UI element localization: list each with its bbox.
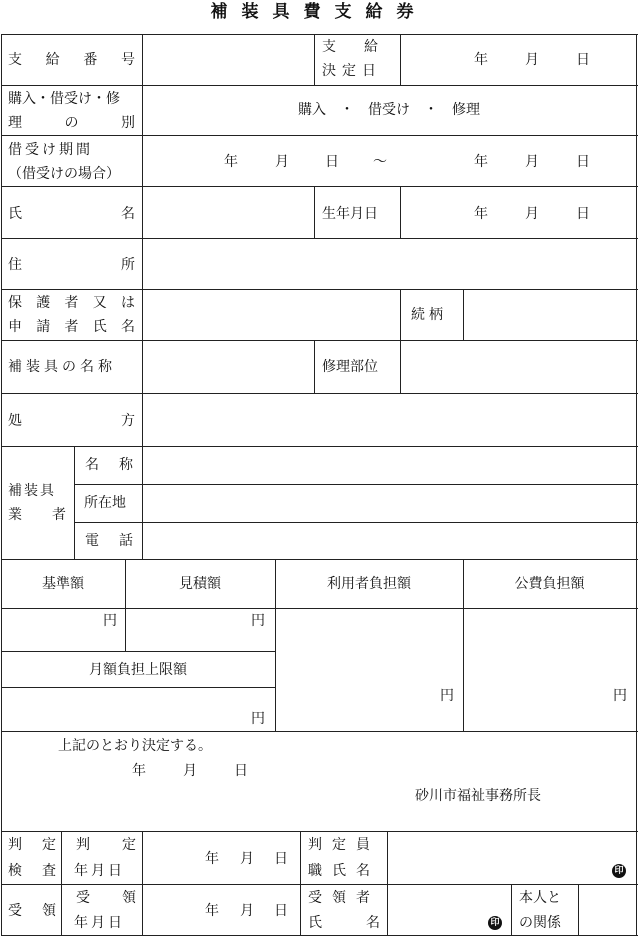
inspection-label-1: 判 定 [8, 837, 56, 853]
decision-month: 月 [183, 763, 197, 779]
vendor-phone-label: 電 話 [85, 533, 133, 549]
birth-date-year: 年 [474, 206, 488, 222]
rental-period-label-2: （借受けの場合） [8, 166, 120, 182]
public-burden-yen: 円 [613, 688, 627, 704]
guardian-label-1: 保 護 者 又 は [8, 295, 135, 311]
decision-date-day: 日 [576, 52, 590, 68]
monthly-cap-yen: 円 [251, 711, 265, 727]
inspection-label-2: 検 査 [8, 863, 56, 879]
estimate-amount-yen: 円 [251, 613, 265, 629]
relationship-label: 続柄 [411, 307, 447, 323]
page-title: 補装具費支給券 [210, 2, 428, 22]
standard-amount-yen: 円 [103, 613, 117, 629]
vendor-label-2: 業 者 [8, 507, 66, 523]
decision-date-label-1: 支 給 [322, 39, 378, 55]
guardian-label-2: 申 請 者 氏 名 [8, 319, 135, 335]
judge-seal-icon: 印 [612, 864, 626, 878]
decision-statement: 上記のとおり決定する。 [58, 738, 212, 754]
receipt-day: 日 [274, 903, 288, 919]
rental-end-month: 月 [525, 154, 539, 170]
receiver-label-1: 受領者 [308, 890, 380, 906]
rental-tilde: 〜 [373, 154, 387, 170]
rental-start-month: 月 [275, 154, 289, 170]
rental-period-label-1: 借受け期間 [8, 142, 93, 158]
monthly-cap-label: 月額負担上限額 [89, 662, 187, 678]
rental-start-year: 年 [224, 154, 238, 170]
receipt-date-label-2: 年月日 [74, 915, 125, 931]
relation-label-1: 本人と [519, 890, 561, 906]
purchase-type-options[interactable]: 購入 ・ 借受け ・ 修理 [298, 102, 480, 118]
receiver-seal-icon: 印 [488, 916, 502, 930]
estimate-amount-label: 見積額 [179, 576, 221, 592]
purchase-type-label-1: 購入・借受け・修 [8, 91, 120, 107]
repair-part-label: 修理部位 [322, 359, 378, 375]
receiver-label-2: 氏 名 [308, 915, 380, 931]
decision-date-month: 月 [525, 52, 539, 68]
relation-label-2: の関係 [519, 915, 561, 931]
rental-end-year: 年 [474, 154, 488, 170]
office-name: 砂川市福祉事務所長 [415, 788, 541, 804]
user-burden-yen: 円 [440, 688, 454, 704]
judgement-date-label-2: 年月日 [74, 863, 125, 879]
rental-start-day: 日 [325, 154, 339, 170]
user-burden-label: 利用者負担額 [327, 576, 411, 592]
judgement-year: 年 [205, 851, 219, 867]
birth-date-day: 日 [576, 206, 590, 222]
receipt-month: 月 [240, 903, 254, 919]
vendor-name-label: 名 称 [85, 457, 133, 473]
judge-label-2: 職氏名 [308, 863, 380, 879]
receipt-label: 受 領 [8, 903, 56, 919]
purchase-type-label-2: 理 の 別 [8, 115, 135, 131]
name-label: 氏 名 [8, 206, 135, 222]
receipt-date-label-1: 受 領 [76, 890, 136, 906]
birth-date-month: 月 [525, 206, 539, 222]
rental-end-day: 日 [576, 154, 590, 170]
judgement-month: 月 [240, 851, 254, 867]
judgement-date-label-1: 判 定 [76, 837, 136, 853]
decision-day: 日 [234, 763, 248, 779]
judge-label-1: 判定員 [308, 837, 380, 853]
birth-date-label: 生年月日 [322, 206, 378, 222]
receipt-year: 年 [205, 903, 219, 919]
prescription-label: 処 方 [8, 413, 135, 429]
decision-date-year: 年 [474, 52, 488, 68]
decision-year: 年 [132, 763, 146, 779]
decision-date-label-2: 決定日 [322, 63, 382, 79]
standard-amount-label: 基準額 [42, 576, 84, 592]
address-label: 住 所 [8, 257, 135, 273]
vendor-location-label: 所在地 [84, 495, 126, 511]
vendor-label-1: 補装具 [8, 483, 56, 499]
public-burden-label: 公費負担額 [514, 576, 585, 592]
judgement-day: 日 [274, 851, 288, 867]
support-number-label: 支 給 番 号 [8, 52, 135, 68]
device-name-label: 補装具の名称 [8, 359, 116, 375]
